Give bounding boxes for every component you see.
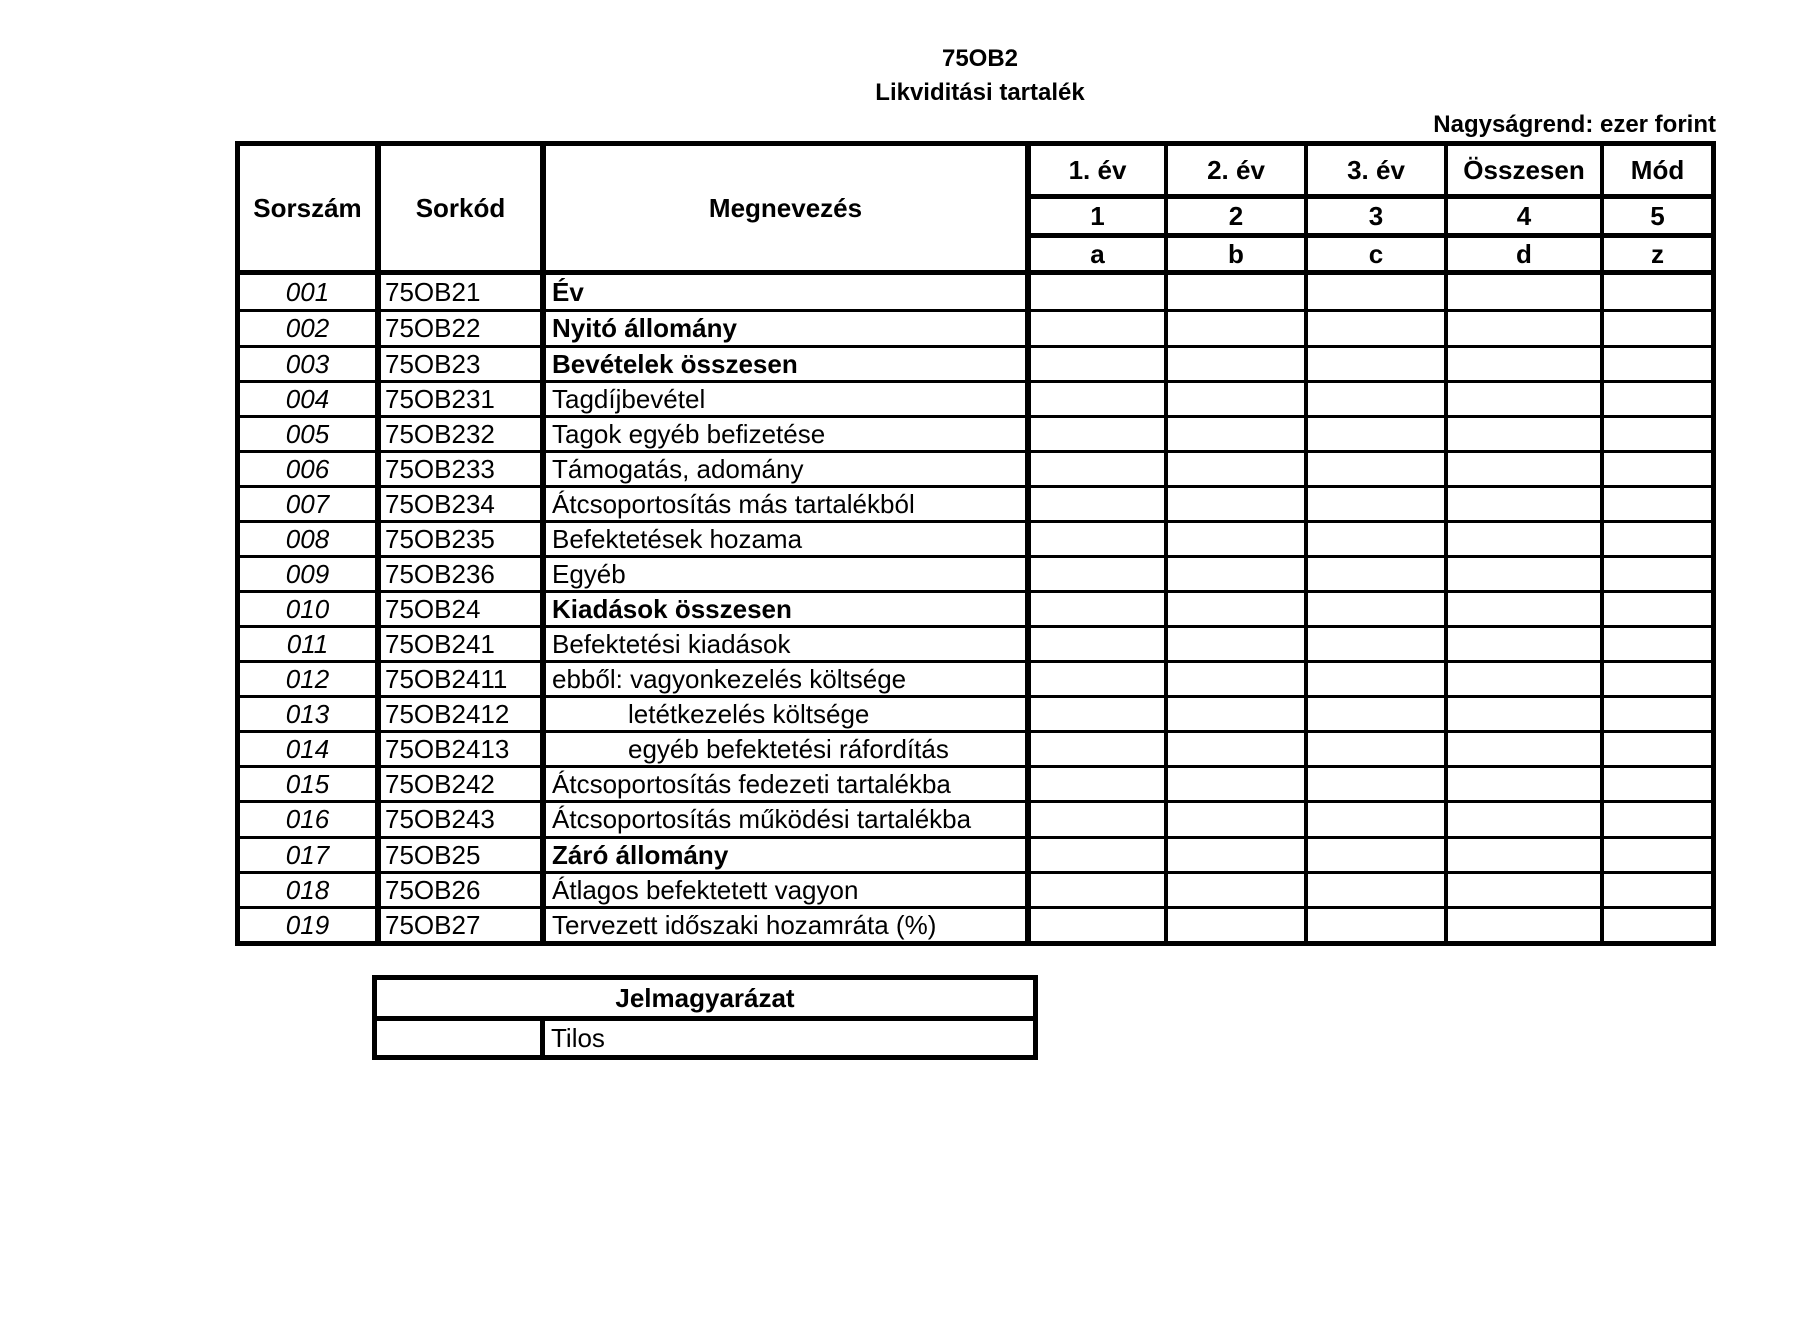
row-code: 75OB2411 <box>385 664 508 694</box>
value-input-cell[interactable] <box>1308 488 1444 520</box>
value-input-cell[interactable] <box>1604 275 1711 309</box>
value-input-cell[interactable] <box>1308 698 1444 730</box>
row-name: Kiadások összesen <box>552 594 792 624</box>
value-input-cell[interactable] <box>1604 523 1711 555</box>
value-input-cell[interactable] <box>1308 523 1444 555</box>
header-col-label-1: 1. év <box>1068 155 1127 185</box>
header-col-letter-3: c <box>1368 239 1384 269</box>
row-code: 75OB24 <box>385 594 481 624</box>
value-input-cell[interactable] <box>1604 488 1711 520</box>
value-input-cell[interactable] <box>1031 698 1164 730</box>
header-col-number-5: 5 <box>1650 201 1665 231</box>
row-number: 014 <box>285 734 330 764</box>
value-input-cell[interactable] <box>1448 275 1600 309</box>
value-input-cell[interactable] <box>1168 839 1304 871</box>
value-input-cell[interactable] <box>1448 312 1600 345</box>
row-code: 75OB236 <box>385 559 495 589</box>
row-code: 75OB26 <box>385 875 481 905</box>
value-input-cell[interactable] <box>1448 628 1600 660</box>
value-input-cell[interactable] <box>1448 348 1600 380</box>
value-input-cell[interactable] <box>1168 803 1304 836</box>
value-input-cell[interactable] <box>1308 909 1444 941</box>
row-number: 002 <box>285 313 330 343</box>
value-input-cell[interactable] <box>1308 628 1444 660</box>
row-code: 75OB25 <box>385 840 481 870</box>
form-subtitle: Likviditási tartalék <box>875 79 1085 106</box>
row-code: 75OB21 <box>385 277 481 307</box>
value-input-cell[interactable] <box>1448 733 1600 765</box>
row-number: 010 <box>285 594 330 624</box>
value-input-cell[interactable] <box>1448 488 1600 520</box>
value-input-cell[interactable] <box>1031 663 1164 695</box>
header-col-label-5: Mód <box>1630 155 1685 185</box>
row-number: 005 <box>285 419 330 449</box>
value-input-cell[interactable] <box>1604 453 1711 485</box>
row-number: 019 <box>285 910 330 940</box>
value-input-cell[interactable] <box>1448 803 1600 836</box>
header-col-letter-2: b <box>1228 239 1244 269</box>
value-input-cell[interactable] <box>1031 874 1164 906</box>
row-number: 013 <box>285 699 330 729</box>
value-input-cell[interactable] <box>1031 909 1164 941</box>
header-col-number-1: 1 <box>1090 201 1105 231</box>
row-code: 75OB231 <box>385 384 495 414</box>
header-col-label-4: Összesen <box>1463 155 1585 185</box>
row-number: 015 <box>285 769 330 799</box>
row-number: 009 <box>285 559 330 589</box>
value-input-cell[interactable] <box>1448 663 1600 695</box>
value-input-cell[interactable] <box>1448 558 1600 590</box>
value-input-cell[interactable] <box>1448 698 1600 730</box>
row-code: 75OB232 <box>385 419 495 449</box>
row-name: Tagdíjbevétel <box>552 384 706 414</box>
value-input-cell[interactable] <box>1168 733 1304 765</box>
row-number: 003 <box>285 349 330 379</box>
row-code: 75OB22 <box>385 313 481 343</box>
value-input-cell[interactable] <box>1448 418 1600 450</box>
row-number: 016 <box>285 804 330 834</box>
row-code: 75OB2413 <box>385 734 510 764</box>
value-input-cell[interactable] <box>1031 803 1164 836</box>
row-name: letétkezelés költsége <box>628 699 870 729</box>
row-number: 007 <box>285 489 330 519</box>
row-name: Egyéb <box>552 559 626 589</box>
value-input-cell[interactable] <box>1604 312 1711 345</box>
value-input-cell[interactable] <box>1168 453 1304 485</box>
header-col-letter-5: z <box>1651 239 1664 269</box>
row-name: Átcsoportosítás működési tartalékba <box>552 804 972 834</box>
row-number: 018 <box>285 875 330 905</box>
value-input-cell[interactable] <box>1168 312 1304 345</box>
row-name: Átcsoportosítás más tartalékból <box>552 489 915 519</box>
row-name: Tagok egyéb befizetése <box>552 419 826 449</box>
legend-label-tilos: Tilos <box>551 1023 605 1053</box>
value-input-cell[interactable] <box>1168 418 1304 450</box>
value-input-cell[interactable] <box>1604 593 1711 625</box>
row-name: Nyitó állomány <box>552 313 737 343</box>
row-name: Év <box>552 277 584 307</box>
value-input-cell[interactable] <box>1448 839 1600 871</box>
value-input-cell[interactable] <box>1031 768 1164 800</box>
header-col-number-2: 2 <box>1228 201 1244 231</box>
value-input-cell[interactable] <box>1308 733 1444 765</box>
value-input-cell[interactable] <box>1168 488 1304 520</box>
header-col-label-2: 2. év <box>1207 155 1265 185</box>
row-name: Támogatás, adomány <box>552 454 804 484</box>
header-megnevezes: Megnevezés <box>708 193 863 223</box>
row-name: Befektetések hozama <box>552 524 803 554</box>
value-input-cell[interactable] <box>1448 593 1600 625</box>
row-code: 75OB23 <box>385 349 481 379</box>
value-input-cell[interactable] <box>1308 275 1444 309</box>
value-input-cell[interactable] <box>1448 874 1600 906</box>
row-number: 012 <box>285 664 330 694</box>
value-input-cell[interactable] <box>1448 383 1600 415</box>
value-input-cell[interactable] <box>1031 312 1164 345</box>
row-code: 75OB241 <box>385 629 495 659</box>
value-input-cell[interactable] <box>1031 453 1164 485</box>
value-input-cell[interactable] <box>1604 768 1711 800</box>
value-input-cell[interactable] <box>1308 874 1444 906</box>
row-number: 006 <box>285 454 330 484</box>
value-input-cell[interactable] <box>1604 909 1711 941</box>
value-input-cell[interactable] <box>1448 523 1600 555</box>
row-name: Bevételek összesen <box>552 349 798 379</box>
form-code-title: 75OB2 <box>941 45 1019 72</box>
value-input-cell[interactable] <box>1031 523 1164 555</box>
unit-label: Nagyságrend: ezer forint <box>1433 111 1716 138</box>
value-input-cell[interactable] <box>1308 348 1444 380</box>
value-input-cell[interactable] <box>1031 348 1164 380</box>
value-input-cell[interactable] <box>1168 768 1304 800</box>
value-input-cell[interactable] <box>1604 348 1711 380</box>
row-name: Befektetési kiadások <box>552 629 791 659</box>
row-number: 008 <box>285 524 330 554</box>
value-input-cell[interactable] <box>1168 275 1304 309</box>
row-code: 75OB2412 <box>385 699 510 729</box>
row-code: 75OB243 <box>385 804 495 834</box>
value-input-cell[interactable] <box>1168 628 1304 660</box>
value-input-cell[interactable] <box>1604 733 1711 765</box>
row-name: Átcsoportosítás fedezeti tartalékba <box>552 769 951 799</box>
value-input-cell[interactable] <box>1031 593 1164 625</box>
row-name: Tervezett időszaki hozamráta (%) <box>552 910 937 940</box>
value-input-cell[interactable] <box>1308 312 1444 345</box>
value-input-cell[interactable] <box>1031 733 1164 765</box>
value-input-cell[interactable] <box>1168 698 1304 730</box>
value-input-cell[interactable] <box>1604 698 1711 730</box>
legend-title: Jelmagyarázat <box>615 983 795 1013</box>
value-input-cell[interactable] <box>1308 839 1444 871</box>
row-name: ebből: vagyonkezelés költsége <box>552 664 907 694</box>
value-input-cell[interactable] <box>1168 523 1304 555</box>
value-input-cell[interactable] <box>1308 768 1444 800</box>
value-input-cell[interactable] <box>1308 558 1444 590</box>
row-code: 75OB27 <box>385 910 481 940</box>
header-col-number-4: 4 <box>1516 201 1532 231</box>
data-table <box>235 141 1716 946</box>
value-input-cell[interactable] <box>1168 558 1304 590</box>
header-col-number-3: 3 <box>1368 201 1384 231</box>
value-input-cell[interactable] <box>1308 418 1444 450</box>
header-col-letter-4: d <box>1516 239 1532 269</box>
value-input-cell[interactable] <box>1031 628 1164 660</box>
legend-table <box>372 975 1038 1060</box>
header-col-label-3: 3. év <box>1347 155 1405 185</box>
row-number: 001 <box>285 277 330 307</box>
value-input-cell[interactable] <box>1031 383 1164 415</box>
value-input-cell[interactable] <box>1604 803 1711 836</box>
value-input-cell[interactable] <box>1031 418 1164 450</box>
value-input-cell[interactable] <box>1308 453 1444 485</box>
value-input-cell[interactable] <box>1604 383 1711 415</box>
value-input-cell[interactable] <box>1168 593 1304 625</box>
row-number: 011 <box>286 629 329 659</box>
row-name: Záró állomány <box>552 840 729 870</box>
header-sorkod: Sorkód <box>415 193 506 223</box>
value-input-cell[interactable] <box>1031 839 1164 871</box>
value-input-cell[interactable] <box>1604 628 1711 660</box>
value-input-cell[interactable] <box>1031 558 1164 590</box>
page-title-block <box>0 42 1811 110</box>
row-code: 75OB242 <box>385 769 495 799</box>
value-input-cell[interactable] <box>1308 663 1444 695</box>
header-sorszam: Sorszám <box>253 193 362 223</box>
value-input-cell[interactable] <box>1308 803 1444 836</box>
value-input-cell[interactable] <box>1168 663 1304 695</box>
legend-swatch-tilos <box>377 1021 540 1055</box>
value-input-cell[interactable] <box>1448 909 1600 941</box>
value-input-cell[interactable] <box>1308 593 1444 625</box>
row-name: egyéb befektetési ráfordítás <box>628 734 949 764</box>
value-input-cell[interactable] <box>1604 663 1711 695</box>
row-code: 75OB235 <box>385 524 495 554</box>
row-code: 75OB233 <box>385 454 495 484</box>
value-input-cell[interactable] <box>1031 275 1164 309</box>
header-col-letter-1: a <box>1090 239 1105 269</box>
row-number: 004 <box>285 384 330 414</box>
value-input-cell[interactable] <box>1604 839 1711 871</box>
value-input-cell[interactable] <box>1604 418 1711 450</box>
row-code: 75OB234 <box>385 489 495 519</box>
value-input-cell[interactable] <box>1168 348 1304 380</box>
value-input-cell[interactable] <box>1604 558 1711 590</box>
value-input-cell[interactable] <box>1168 909 1304 941</box>
value-input-cell[interactable] <box>1168 383 1304 415</box>
value-input-cell[interactable] <box>1308 383 1444 415</box>
value-input-cell[interactable] <box>1448 453 1600 485</box>
value-input-cell[interactable] <box>1448 768 1600 800</box>
row-name: Átlagos befektetett vagyon <box>552 875 859 905</box>
value-input-cell[interactable] <box>1168 874 1304 906</box>
value-input-cell[interactable] <box>1031 488 1164 520</box>
value-input-cell[interactable] <box>1604 874 1711 906</box>
row-number: 017 <box>285 840 330 870</box>
